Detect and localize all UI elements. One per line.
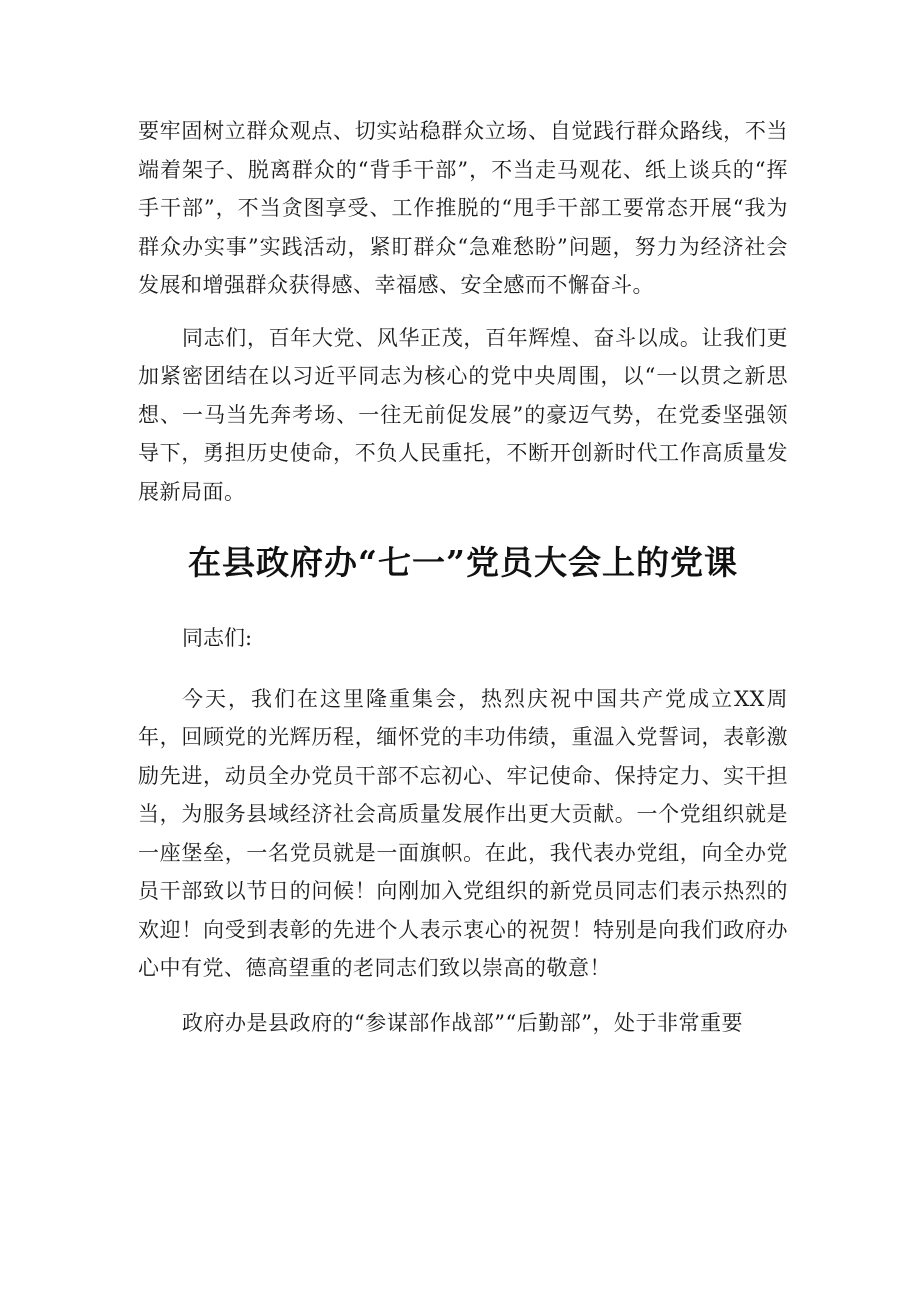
- section-title: 在县政府办“七一”党员大会上的党课: [188, 543, 738, 582]
- salutation: 同志们:: [182, 626, 253, 650]
- paragraph-opening: 今天，我们在这里隆重集会，热烈庆祝中国共产党成立XX周年，回顾党的光辉历程，缅怀党的丰功伟绩，重温入党誓词，表彰激励先进，动员全办党员干部不忘初心、牢记使命、保持定力、实干担当，为服务县域经济社会高质量发展作出更大贡献。一个党组织就是一座堡垒，一名党员就是一面旗帜。在此，我代表办党组，向全办党员干部致以节日的问候！向刚加入党组织的新党员同志们表示热烈的欢迎！向受到表彰的先进个人表示衷心的祝贺！特别是向我们政府办心中有党、德高望重的老同志们致以崇高的敬意！: [138, 686, 788, 980]
- paragraph-closing: 同志们，百年大党、风华正茂，百年辉煌、奋斗以成。让我们更加紧密团结在以习近平同志为核心的党中央周围，以“一以贯之新思想、一马当先奔考场、一往无前促发展”的豪迈气势，在党委坚强领导下，勇担历史使命，不负人民重托，不断开创新时代工作高质量发展新局面。: [138, 325, 788, 504]
- document-body: [138, 112, 788, 1042]
- paragraph-continuation: 要牢固树立群众观点、切实站稳群众立场、自觉践行群众路线，不当端着架子、脱离群众的“背手干部”，不当走马观花、纸上谈兵的“挥手干部”，不当贪图享受、工作推脱的“甩手干部工要常态开展“我为群众办实事”实践活动，紧盯群众“急难愁盼”问题，努力为经济社会发展和增强群众获得感、幸福感、安全感而不懈奋斗。: [138, 119, 788, 297]
- paragraph-truncated: 政府办是县政府的“参谋部作战部”“后勤部”，处于非常重要: [182, 1010, 743, 1035]
